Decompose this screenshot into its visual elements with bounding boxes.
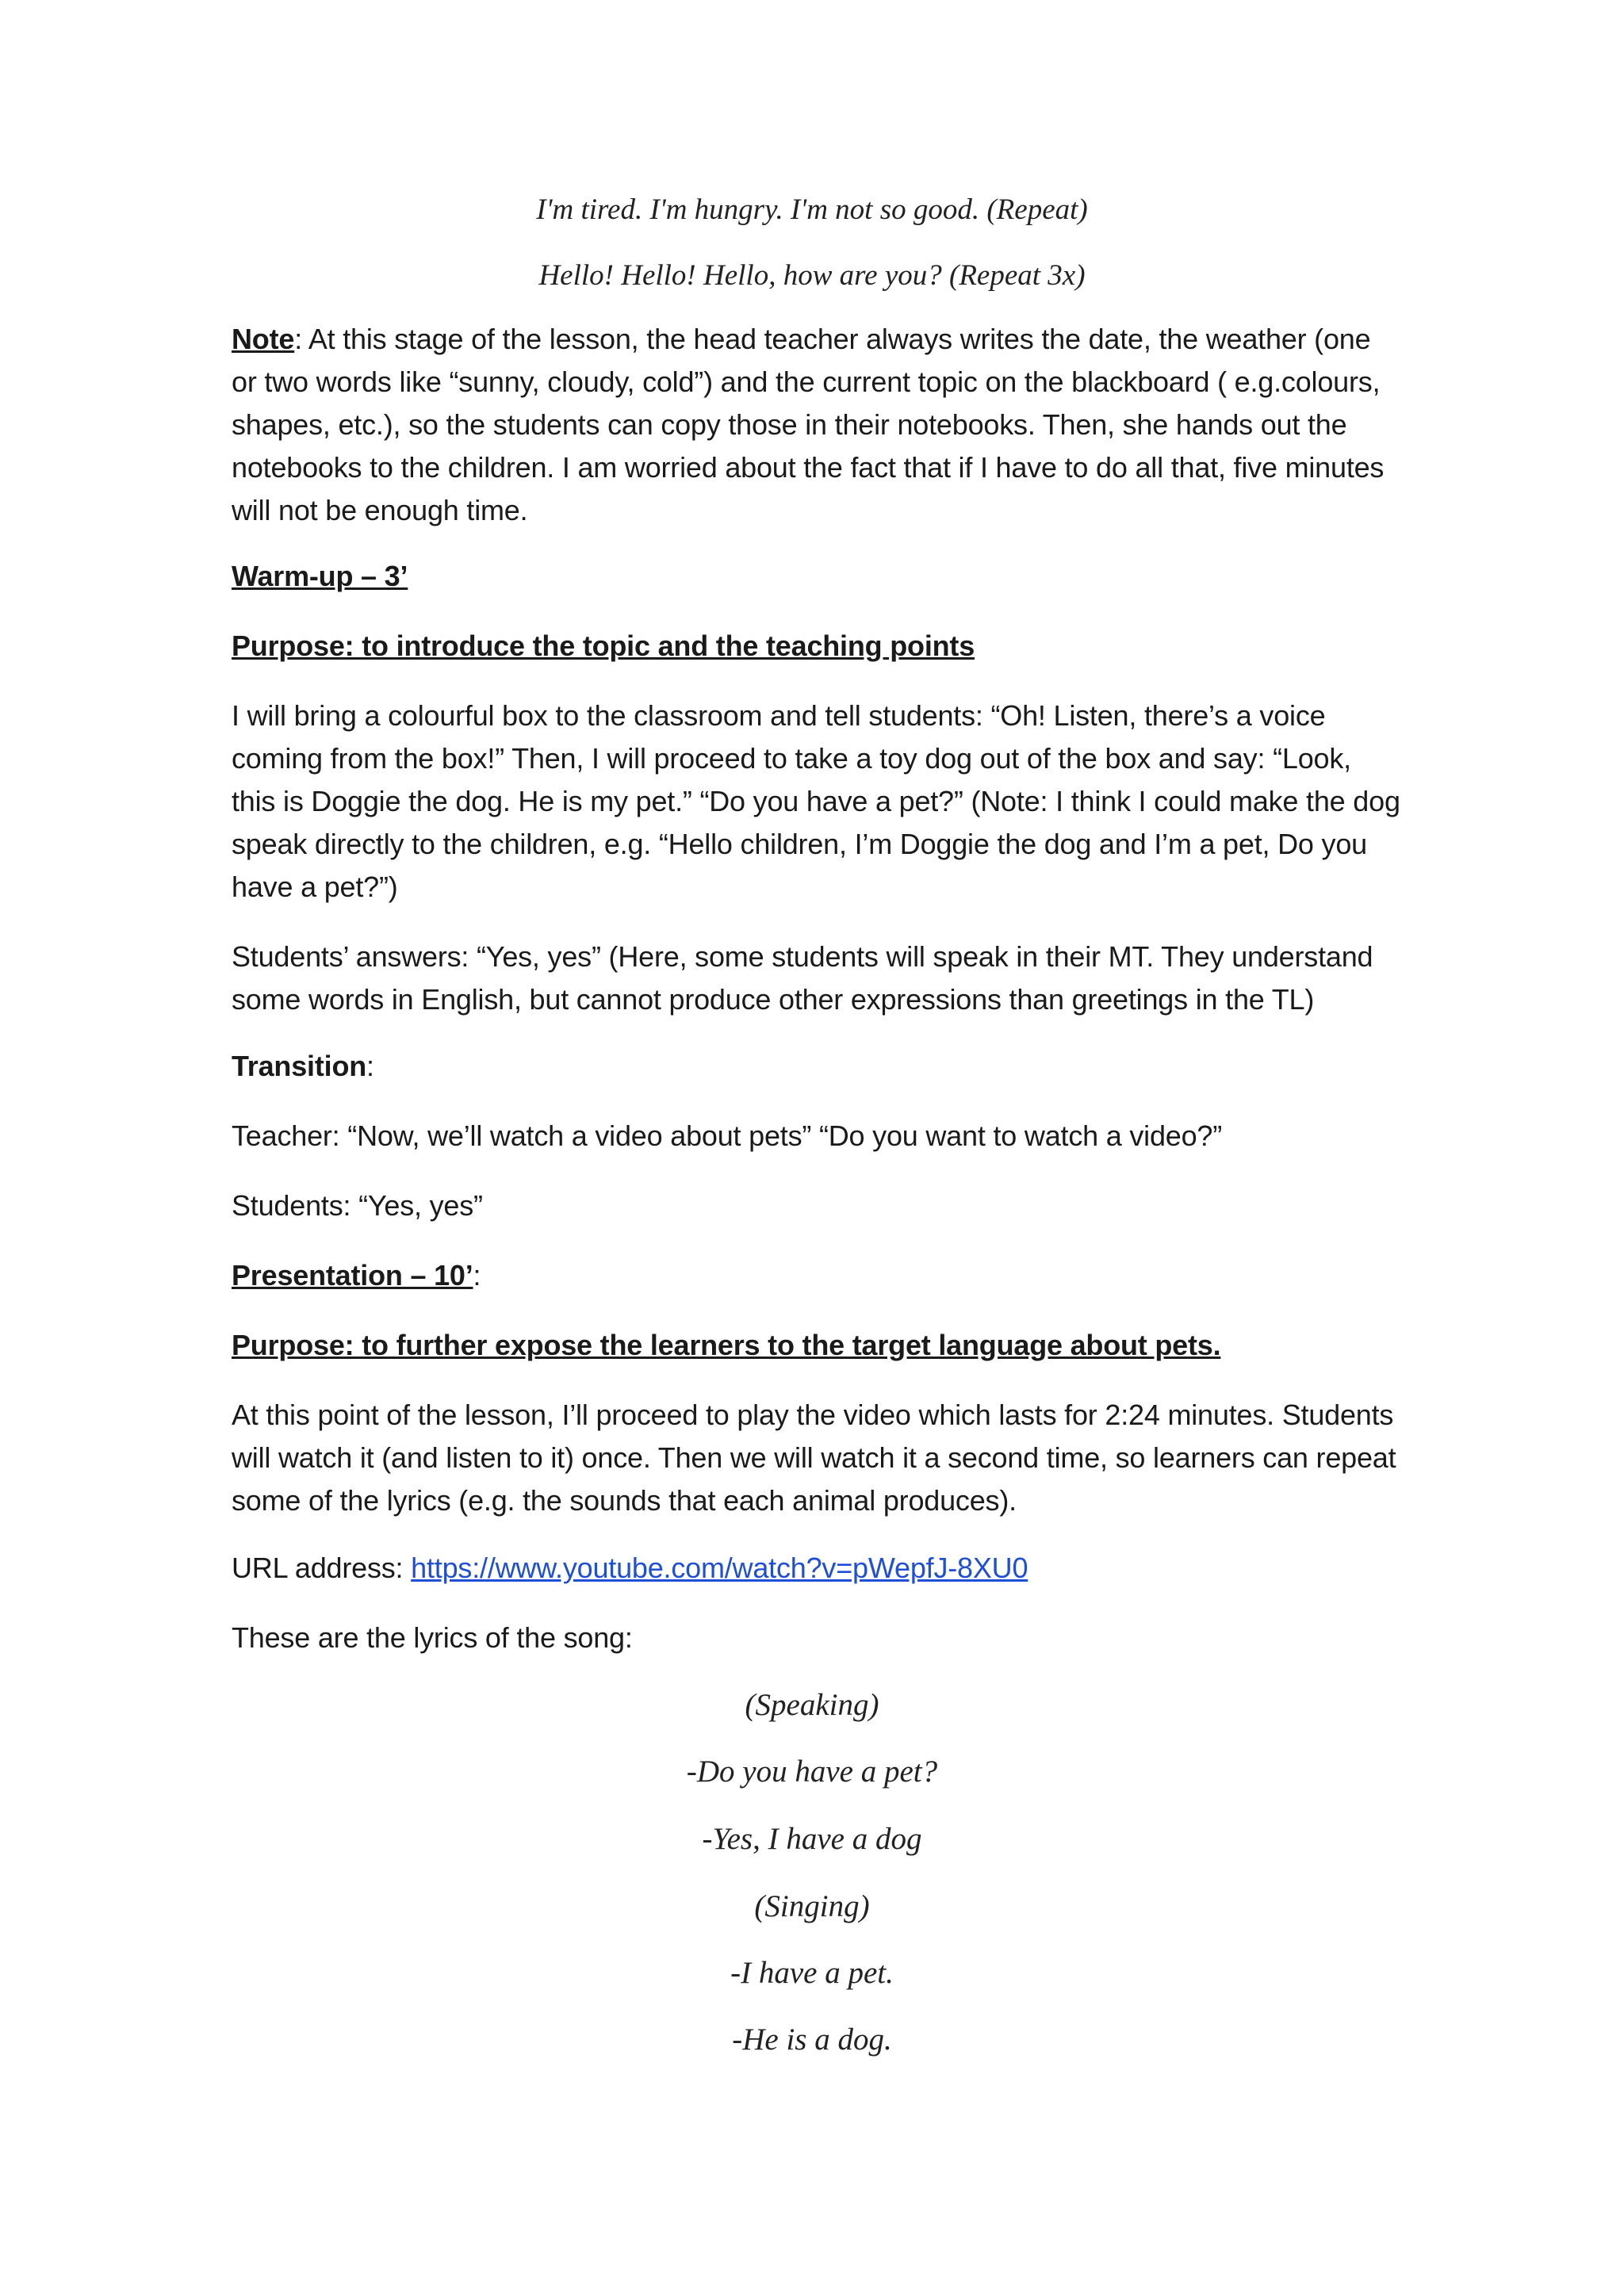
transition-colon: :: [366, 1050, 374, 1082]
lyric-line: (Speaking): [745, 1688, 879, 1722]
intro-line-1: I'm tired. I'm hungry. I'm not so good. (Repeat): [536, 193, 1088, 226]
warmup-paragraph: I will bring a colourful box to the classroom and tell students: “Oh! Listen, there’s a voice coming from the box!” Then, I will proceed to take a toy dog out of the box and say: “Look, this is Doggie the dog. He is my pet.” “Do you have a pet?” (Note: I think I could make the dog speak directly to the children, e.g. “Hello children, I’m Doggie the dog and I’m a pet, Do you have a pet?”): [232, 699, 1400, 903]
lyric-line: -I have a pet.: [730, 1956, 894, 1990]
presentation-heading: [232, 1254, 1400, 1297]
lyric-line: -He is a dog.: [732, 2022, 892, 2057]
intro-line-2: Hello! Hello! Hello, how are you? (Repeat 3x): [538, 259, 1086, 292]
note-text: : At this stage of the lesson, the head teacher always writes the date, the weather (one or two words like “sunny, cloudy, cold”) and the current topic on the blackboard ( e.g.colours, shapes, etc.), so the students can copy those in their notebooks. Then, she hands out the notebooks to the children. I am worried about the fact that if I have to do all that, five minutes will not be enough time.: [232, 323, 1385, 526]
transition-label: Transition: [232, 1050, 367, 1082]
presentation-label: Presentation – 10’: [232, 1259, 473, 1292]
teacher-line: Teacher: “Now, we’ll watch a video about pets” “Do you want to watch a video?”: [232, 1119, 1223, 1152]
students-line: Students: “Yes, yes”: [232, 1189, 483, 1222]
video-url-link[interactable]: https://www.youtube.com/watch?v=pWepfJ-8XU0: [411, 1552, 1028, 1584]
lyric-line: -Do you have a pet?: [686, 1755, 938, 1789]
warmup-purpose: Purpose: to introduce the topic and the teaching points: [232, 629, 975, 662]
lyrics-intro: These are the lyrics of the song:: [232, 1621, 633, 1654]
url-line: [232, 1547, 1400, 1590]
url-label: URL address:: [232, 1552, 412, 1584]
note-label: Note: [232, 323, 295, 355]
presentation-colon: :: [473, 1259, 481, 1292]
note-paragraph: [232, 318, 1400, 532]
students-answers: Students’ answers: “Yes, yes” (Here, some students will speak in their MT. They understand some words in English, but cannot produce other expressions than greetings in the TL): [232, 940, 1373, 1016]
presentation-paragraph: At this point of the lesson, I’ll proceed to play the video which lasts for 2:24 minutes. Students will watch it (and listen to it) once. Then we will watch it a second time, so learners can repeat some of the lyrics (e.g. the sounds that each animal produces).: [232, 1399, 1396, 1517]
lyric-line: -Yes, I have a dog: [702, 1822, 922, 1856]
lyric-line: (Singing): [754, 1889, 870, 1923]
warmup-heading: Warm-up – 3’: [232, 560, 408, 592]
transition-heading: [232, 1045, 1400, 1088]
presentation-purpose: Purpose: to further expose the learners to the target language about pets.: [232, 1329, 1221, 1361]
